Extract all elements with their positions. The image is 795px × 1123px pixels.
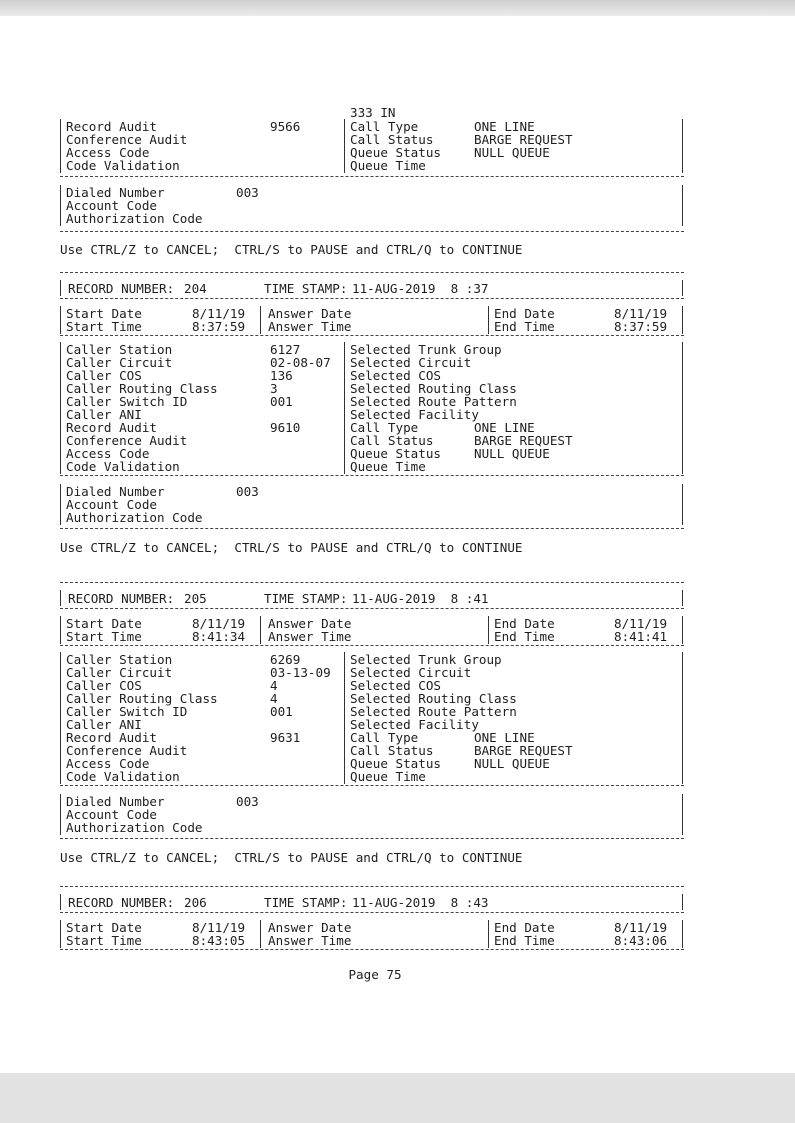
field-label: Selected Routing Class: [350, 691, 517, 706]
field-label: Queue Time: [350, 769, 426, 784]
field-value: BARGE REQUEST: [474, 433, 573, 448]
field-label: Conference Audit: [66, 132, 188, 147]
field-label: Selected COS: [350, 368, 441, 383]
field-label: Caller COS: [66, 368, 142, 383]
section-rule: [60, 176, 684, 177]
right-border: [682, 652, 683, 784]
field-value: ONE LINE: [474, 119, 535, 134]
field-label: Selected Facility: [350, 717, 479, 732]
dialed-value: 003: [236, 794, 259, 809]
start-date-label: Start Date: [66, 306, 142, 321]
field-label: Caller ANI: [66, 407, 142, 422]
right-border: [682, 616, 683, 644]
field-value: NULL QUEUE: [474, 145, 550, 160]
dialed-label: Account Code: [66, 807, 157, 822]
end-date-label: End Date: [494, 306, 555, 321]
start-date-label: Start Date: [66, 616, 142, 631]
field-value: NULL QUEUE: [474, 446, 550, 461]
field-label: Selected COS: [350, 678, 441, 693]
timestamp: 11-AUG-2019 8 :43: [352, 895, 489, 910]
field-label: Caller Routing Class: [66, 381, 218, 396]
carried-over-line: 333 IN: [350, 105, 396, 120]
column-divider: [260, 920, 261, 948]
answer-date-label: Answer Date: [268, 306, 352, 321]
scan-top-border: [0, 0, 795, 16]
field-value: NULL QUEUE: [474, 756, 550, 771]
field-value: BARGE REQUEST: [474, 132, 573, 147]
field-value: 9566: [270, 119, 301, 134]
column-divider: [344, 119, 345, 173]
left-border: [60, 306, 61, 334]
field-label: Code Validation: [66, 158, 180, 173]
timestamp-label: TIME STAMP:: [264, 895, 348, 910]
dialed-label: Dialed Number: [66, 484, 165, 499]
control-message: Use CTRL/Z to CANCEL; CTRL/S to PAUSE and CTRL/Q to CONTINUE: [60, 540, 523, 555]
dialed-label: Authorization Code: [66, 820, 203, 835]
field-label: Caller Circuit: [66, 355, 173, 370]
field-label: Queue Status: [350, 446, 441, 461]
end-time-label: End Time: [494, 319, 555, 334]
field-label: Access Code: [66, 145, 150, 160]
field-label: Conference Audit: [66, 433, 188, 448]
end-date-label: End Date: [494, 616, 555, 631]
start-time-label: Start Time: [66, 319, 142, 334]
control-message: Use CTRL/Z to CANCEL; CTRL/S to PAUSE and CTRL/Q to CONTINUE: [60, 242, 523, 257]
left-border: [60, 280, 61, 296]
column-divider: [260, 616, 261, 644]
field-label: Call Type: [350, 420, 419, 435]
dialed-value: 003: [236, 484, 259, 499]
column-divider: [344, 652, 345, 784]
record-number: 205: [184, 591, 207, 606]
left-border: [60, 185, 61, 226]
record-number-label: RECORD NUMBER:: [68, 281, 175, 296]
end-date: 8/11/19: [614, 306, 668, 321]
field-label: Queue Time: [350, 459, 426, 474]
dialed-label: Dialed Number: [66, 794, 165, 809]
field-label: Code Validation: [66, 769, 180, 784]
field-label: Selected Route Pattern: [350, 704, 517, 719]
field-label: Caller Station: [66, 652, 173, 667]
field-label: Access Code: [66, 756, 150, 771]
field-label: Caller COS: [66, 678, 142, 693]
answer-date-label: Answer Date: [268, 616, 352, 631]
dialed-label: Authorization Code: [66, 211, 203, 226]
right-border: [682, 920, 683, 948]
section-rule: [60, 528, 684, 529]
start-date: 8/11/19: [192, 616, 246, 631]
left-border: [60, 342, 61, 474]
field-label: Call Type: [350, 730, 419, 745]
field-label: Record Audit: [66, 730, 157, 745]
dialed-label: Authorization Code: [66, 510, 203, 525]
field-value: 6127: [270, 342, 301, 357]
answer-date-label: Answer Date: [268, 920, 352, 935]
field-label: Conference Audit: [66, 743, 188, 758]
record-top-rule: [60, 886, 684, 887]
field-label: Selected Trunk Group: [350, 652, 502, 667]
field-value: ONE LINE: [474, 730, 535, 745]
field-label: Caller Routing Class: [66, 691, 218, 706]
field-label: Selected Trunk Group: [350, 342, 502, 357]
record-dates-rule: [60, 335, 684, 336]
field-value: 6269: [270, 652, 301, 667]
right-border: [682, 590, 683, 606]
record-number: 204: [184, 281, 207, 296]
section-rule: [60, 785, 684, 786]
left-border: [60, 616, 61, 644]
field-value: 001: [270, 704, 293, 719]
field-label: Caller Switch ID: [66, 704, 188, 719]
field-label: Selected Circuit: [350, 665, 472, 680]
dialed-label: Account Code: [66, 198, 157, 213]
record-header-rule: [60, 608, 684, 609]
column-divider: [488, 920, 489, 948]
column-divider: [488, 306, 489, 334]
end-time: 8:43:06: [614, 933, 668, 948]
right-border: [682, 185, 683, 226]
control-message: Use CTRL/Z to CANCEL; CTRL/S to PAUSE and CTRL/Q to CONTINUE: [60, 850, 523, 865]
field-label: Selected Route Pattern: [350, 394, 517, 409]
left-border: [60, 484, 61, 525]
record-top-rule: [60, 272, 684, 273]
record-number: 206: [184, 895, 207, 910]
start-time: 8:43:05: [192, 933, 246, 948]
field-label: Selected Routing Class: [350, 381, 517, 396]
section-rule: [60, 475, 684, 476]
field-label: Call Status: [350, 743, 434, 758]
start-time: 8:37:59: [192, 319, 246, 334]
field-label: Queue Status: [350, 145, 441, 160]
left-border: [60, 652, 61, 784]
timestamp: 11-AUG-2019 8 :37: [352, 281, 489, 296]
field-value: 03-13-09: [270, 665, 331, 680]
dialed-label: Account Code: [66, 497, 157, 512]
field-label: Call Type: [350, 119, 419, 134]
start-date: 8/11/19: [192, 306, 246, 321]
scan-bottom-border: [0, 1073, 795, 1123]
field-label: Call Status: [350, 433, 434, 448]
field-value: 4: [270, 678, 278, 693]
section-rule: [60, 231, 684, 232]
timestamp: 11-AUG-2019 8 :41: [352, 591, 489, 606]
field-label: Caller Station: [66, 342, 173, 357]
right-border: [682, 794, 683, 835]
field-label: Caller ANI: [66, 717, 142, 732]
right-border: [682, 119, 683, 173]
record-top-rule: [60, 582, 684, 583]
field-value: ONE LINE: [474, 420, 535, 435]
field-label: Record Audit: [66, 420, 157, 435]
field-value: 001: [270, 394, 293, 409]
field-label: Code Validation: [66, 459, 180, 474]
right-border: [682, 280, 683, 296]
start-date: 8/11/19: [192, 920, 246, 935]
record-number-label: RECORD NUMBER:: [68, 895, 175, 910]
field-value: BARGE REQUEST: [474, 743, 573, 758]
start-time-label: Start Time: [66, 933, 142, 948]
answer-time-label: Answer Time: [268, 629, 352, 644]
field-value: 4: [270, 691, 278, 706]
answer-time-label: Answer Time: [268, 319, 352, 334]
page-number: Page 75: [348, 967, 402, 982]
field-label: Caller Switch ID: [66, 394, 188, 409]
column-divider: [260, 306, 261, 334]
left-border: [60, 794, 61, 835]
end-time-label: End Time: [494, 629, 555, 644]
left-border: [60, 920, 61, 948]
end-date: 8/11/19: [614, 920, 668, 935]
start-date-label: Start Date: [66, 920, 142, 935]
timestamp-label: TIME STAMP:: [264, 281, 348, 296]
end-date: 8/11/19: [614, 616, 668, 631]
field-label: Selected Facility: [350, 407, 479, 422]
field-label: Call Status: [350, 132, 434, 147]
left-border: [60, 894, 61, 910]
field-value: 9610: [270, 420, 301, 435]
start-time-label: Start Time: [66, 629, 142, 644]
field-value: 02-08-07: [270, 355, 331, 370]
field-label: Record Audit: [66, 119, 157, 134]
field-label: Queue Status: [350, 756, 441, 771]
record-header-rule: [60, 912, 684, 913]
section-rule: [60, 838, 684, 839]
left-border: [60, 119, 61, 173]
record-number-label: RECORD NUMBER:: [68, 591, 175, 606]
dialed-label: Dialed Number: [66, 185, 165, 200]
right-border: [682, 342, 683, 474]
dialed-value: 003: [236, 185, 259, 200]
field-label: Queue Time: [350, 158, 426, 173]
field-label: Access Code: [66, 446, 150, 461]
field-value: 136: [270, 368, 293, 383]
field-value: 3: [270, 381, 278, 396]
record-dates-rule: [60, 949, 684, 950]
record-header-rule: [60, 298, 684, 299]
end-time-label: End Time: [494, 933, 555, 948]
left-border: [60, 590, 61, 606]
start-time: 8:41:34: [192, 629, 246, 644]
answer-time-label: Answer Time: [268, 933, 352, 948]
field-label: Caller Circuit: [66, 665, 173, 680]
field-label: Selected Circuit: [350, 355, 472, 370]
right-border: [682, 484, 683, 525]
end-time: 8:41:41: [614, 629, 668, 644]
record-dates-rule: [60, 645, 684, 646]
column-divider: [488, 616, 489, 644]
column-divider: [344, 342, 345, 474]
right-border: [682, 894, 683, 910]
end-date-label: End Date: [494, 920, 555, 935]
field-value: 9631: [270, 730, 301, 745]
end-time: 8:37:59: [614, 319, 668, 334]
timestamp-label: TIME STAMP:: [264, 591, 348, 606]
right-border: [682, 306, 683, 334]
